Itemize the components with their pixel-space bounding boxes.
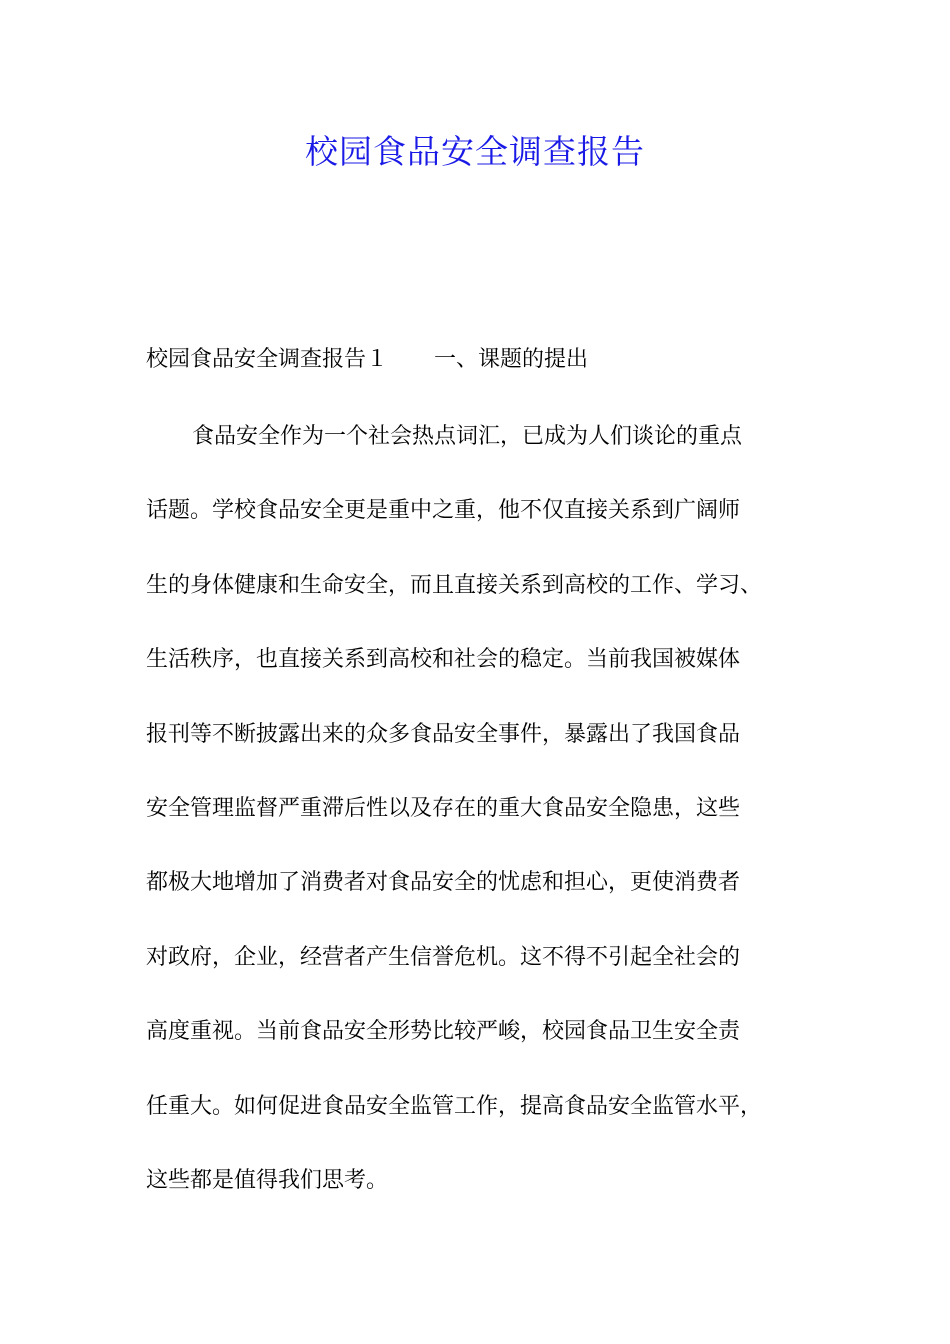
paragraph-line: 任重大。如何促进食品安全监管工作，提高食品安全监管水平， <box>146 1093 763 1119</box>
paragraph-line: 对政府，企业，经营者产生信誉危机。这不得不引起全社会的 <box>146 944 741 970</box>
section-heading: 一、课题的提出 <box>434 347 589 372</box>
paragraph-line: 都极大地增加了消费者对食品安全的忧虑和担心，更使消费者 <box>146 870 741 896</box>
paragraph-line: 安全管理监督严重滞后性以及存在的重大食品安全隐患，这些 <box>146 796 741 822</box>
report-heading-line <box>146 340 588 380</box>
report-heading: 校园食品安全调查报告１ <box>146 347 389 372</box>
paragraph-line: 话题。学校食品安全更是重中之重，他不仅直接关系到广阔师 <box>146 498 741 524</box>
paragraph-line: 生活秩序，也直接关系到高校和社会的稳定。当前我国被媒体 <box>146 647 741 673</box>
document-title: 校园食品安全调查报告 <box>305 132 645 171</box>
paragraph-line: 食品安全作为一个社会热点词汇，已成为人们谈论的重点 <box>192 424 743 449</box>
paragraph-line: 高度重视。当前食品安全形势比较严峻，校园食品卫生安全责 <box>146 1019 741 1045</box>
paragraph-line: 这些都是值得我们思考。 <box>146 1168 389 1194</box>
paragraph-line: 报刊等不断披露出来的众多食品安全事件，暴露出了我国食品 <box>146 721 741 747</box>
paragraph-line: 生的身体健康和生命安全，而且直接关系到高校的工作、学习、 <box>146 572 763 598</box>
body-paragraph <box>146 400 806 1218</box>
